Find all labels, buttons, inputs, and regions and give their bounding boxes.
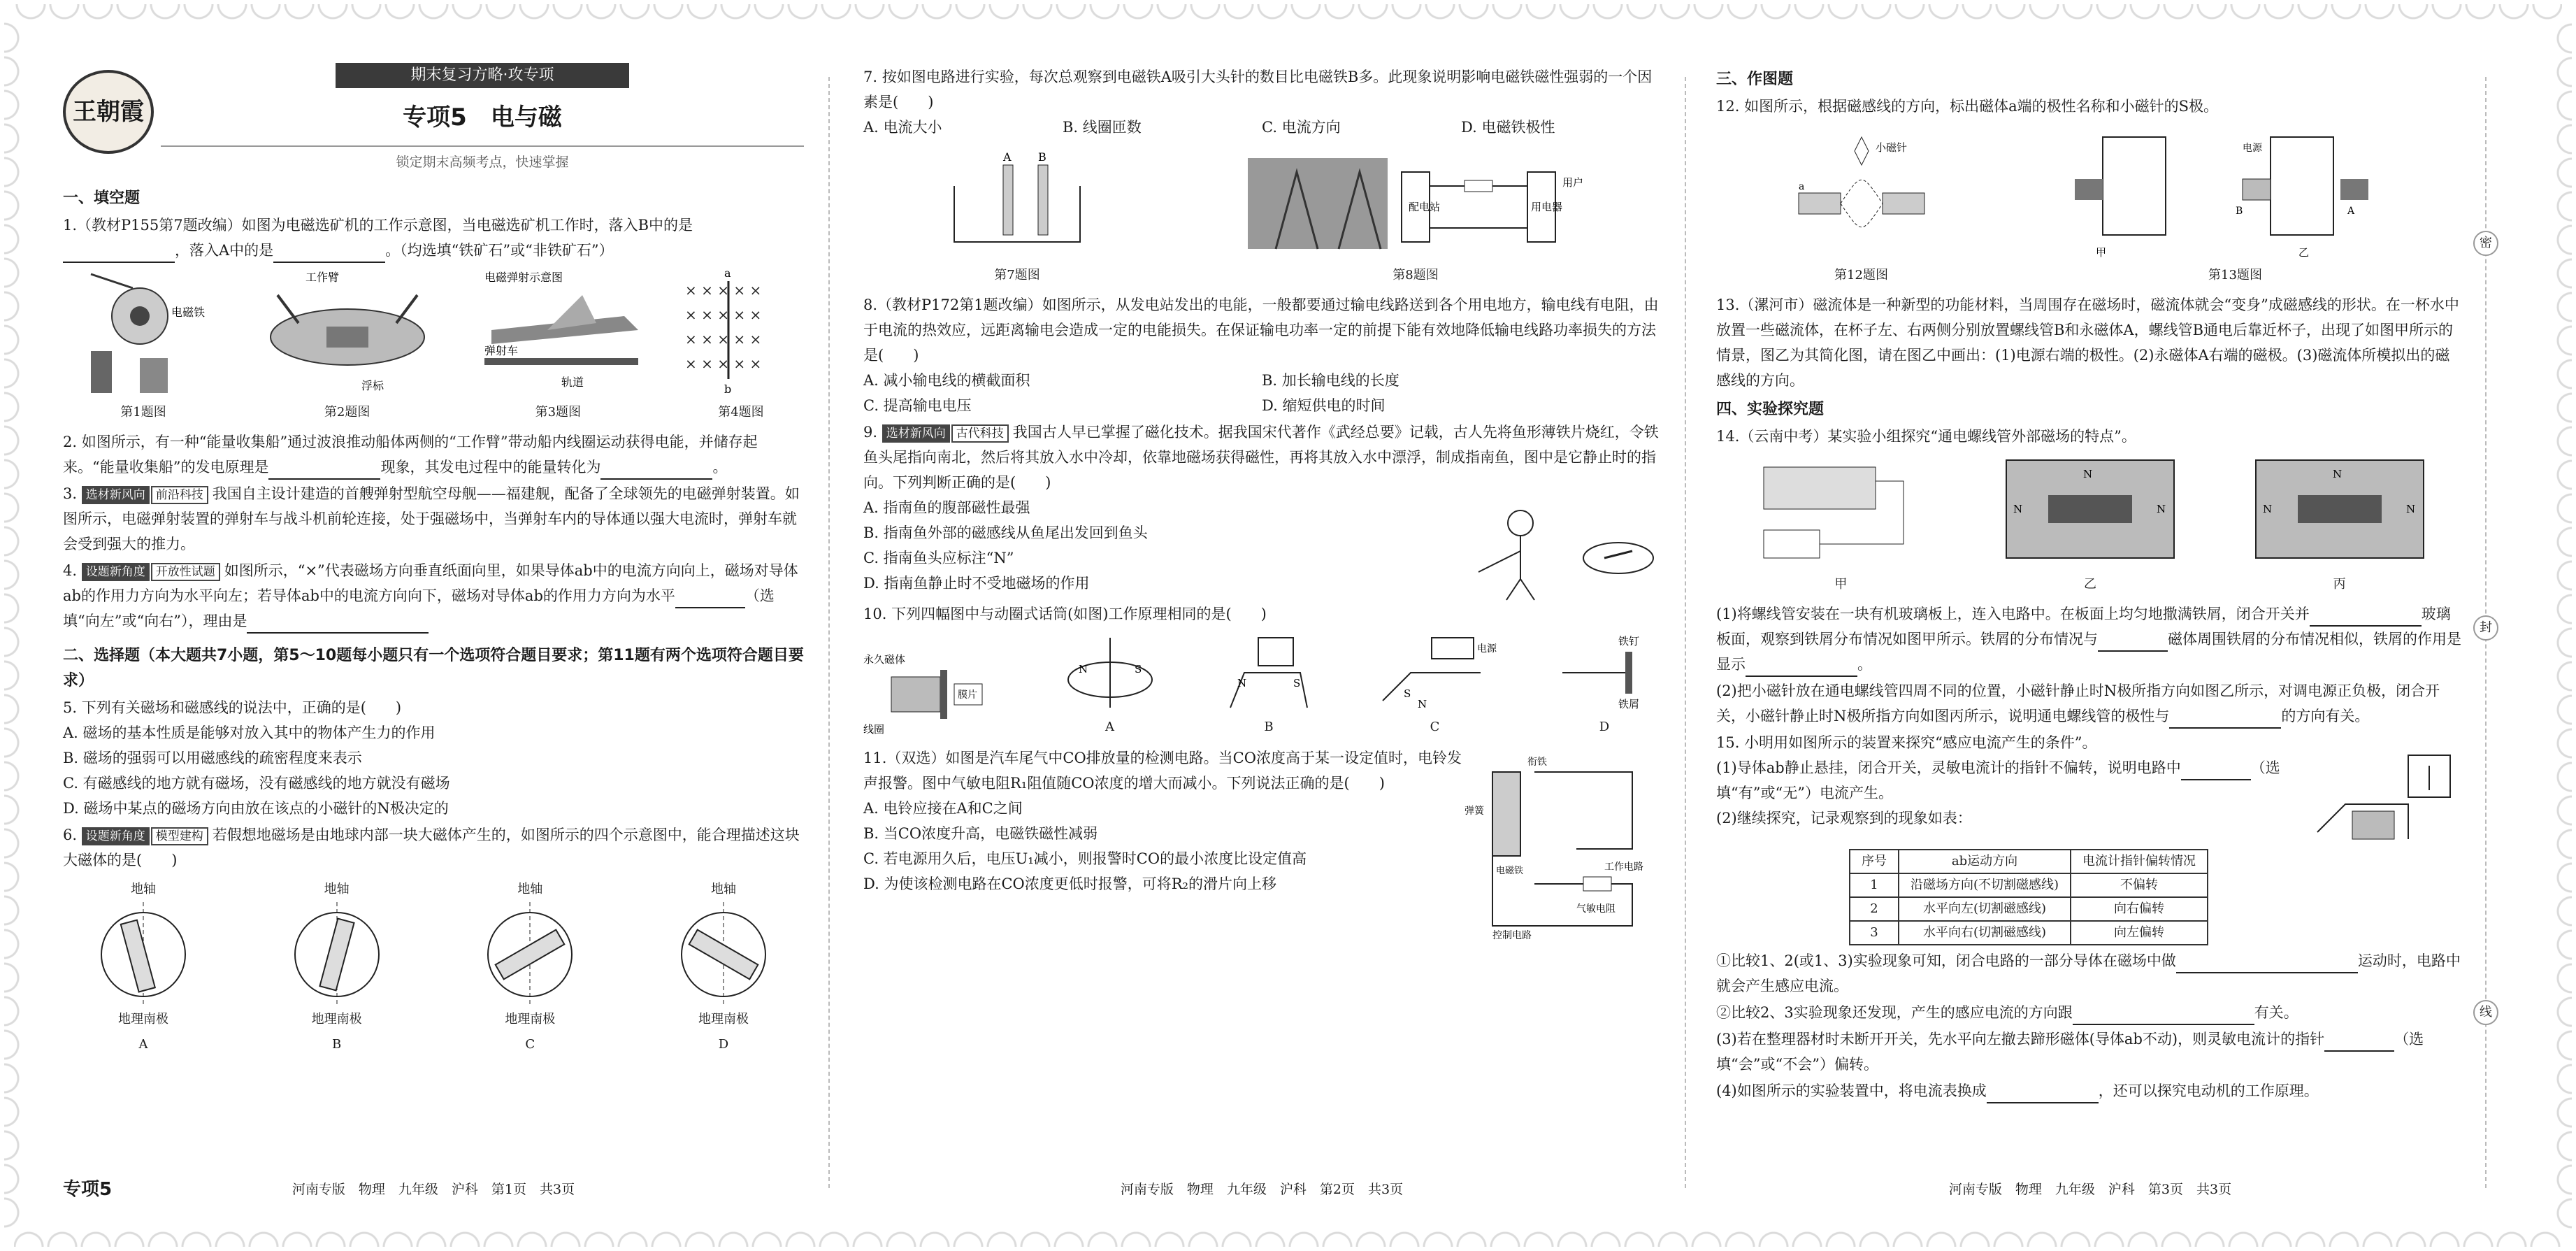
figure-4 bbox=[678, 267, 804, 425]
section-heading: 一、填空题 bbox=[63, 190, 141, 207]
svg-text:气敏电阻: 气敏电阻 bbox=[1576, 903, 1616, 915]
figure-label: 浮标 bbox=[361, 379, 384, 392]
question-9: 9. 选材新风向 古代科技 我国古人早已掌握了磁化技术。据我国宋代著作《武经总要》记载，古人先将鱼形薄铁片烧红，令铁鱼头尾指向南北，然后将其放入水中冷却，依靠地磁场获得磁性，再将其放入水中漂浮，制成指南鱼，图中是它静止时的指向。下列判断正确的是( ) bbox=[863, 424, 1659, 491]
section-heading: 三、作图题 bbox=[1716, 71, 1794, 88]
tag: 开放性试题 bbox=[151, 563, 220, 581]
answer-blank[interactable] bbox=[268, 462, 380, 480]
svg-text:a: a bbox=[1798, 181, 1804, 192]
page-title: 专项5 电与磁 bbox=[403, 103, 562, 131]
table-cell: 2 bbox=[1850, 897, 1899, 921]
option[interactable]: B. 线圈匝数 bbox=[1063, 119, 1142, 136]
figure-7 bbox=[940, 144, 1094, 288]
page-2 bbox=[863, 63, 1660, 1202]
question-15-b: ②比较2、3实验现象还发现，产生的感应电流的方向跟 有关。 bbox=[1716, 1000, 2464, 1025]
option[interactable]: C. 若电源用久后，电压U₁减小，则报警时CO的最小浓度比设定值高 bbox=[863, 850, 1307, 867]
section-heading: 二、选择题（本大题共7小题，第5～10题每小题只有一个选项符合题目要求；第11题有两个选项符合题目要求） bbox=[63, 647, 804, 689]
column-header: 电流计指针偏转情况 bbox=[2071, 850, 2208, 873]
column-divider bbox=[1685, 77, 1686, 1188]
answer-blank[interactable] bbox=[2181, 762, 2251, 780]
question-15-1: (1)导体ab静止悬挂，闭合开关，灵敏电流计的指针不偏转，说明电路中 （选填“有”或“无”）电流产生。 bbox=[1716, 759, 2280, 801]
question-15-2: (2)继续探究，记录观察到的现象如表： bbox=[1716, 810, 1972, 827]
figure-caption: 第3题图 bbox=[535, 405, 582, 420]
option[interactable]: A. 电流大小 bbox=[863, 119, 942, 136]
question-12: 12. 如图所示，根据磁感线的方向，标出磁体a端的极性名称和小磁针的S极。 bbox=[1716, 98, 2218, 115]
svg-text:用户: 用户 bbox=[1562, 176, 1584, 189]
tag: 古代科技 bbox=[951, 424, 1009, 443]
svg-text:S: S bbox=[1134, 663, 1142, 675]
option[interactable]: C. 电流方向 bbox=[1262, 119, 1341, 136]
svg-text:永久磁体: 永久磁体 bbox=[863, 653, 906, 666]
figure-label: 轨道 bbox=[561, 376, 584, 389]
figure-14-jia: 甲 bbox=[1750, 453, 1931, 597]
option[interactable]: A. 电铃应接在A和C之间 bbox=[863, 800, 1023, 817]
option[interactable]: C. 指南鱼头应标注“N” bbox=[863, 550, 1014, 566]
wavy-border-right bbox=[2547, 21, 2572, 1230]
figure-caption: 第2题图 bbox=[324, 405, 370, 420]
option[interactable]: B. 当CO浓度升高，电磁铁磁性减弱 bbox=[863, 825, 1098, 842]
answer-blank[interactable] bbox=[2324, 1034, 2394, 1052]
svg-text:× × × × ×: × × × × × bbox=[684, 331, 762, 348]
page-3 bbox=[1716, 63, 2464, 1202]
figure-label: 电磁铁 bbox=[171, 306, 206, 319]
question-1: 1.（教材P155第7题改编）如图为电磁选矿机的工作示意图，当电磁选矿机工作时，落入B中的是，落入A中的是 。（均选填“铁矿石”或“非铁矿石”） bbox=[63, 213, 804, 263]
figure-14-yi: N N N 乙 bbox=[1999, 453, 2181, 597]
table-cell: 水平向左(切割磁感线) bbox=[1899, 897, 2071, 921]
tag: 选材新风向 bbox=[882, 424, 950, 443]
figure-caption: 第7题图 bbox=[994, 268, 1040, 283]
svg-text:铁钉: 铁钉 bbox=[1618, 635, 1640, 648]
question-3: 3. 选材新风向 前沿科技 我国自主设计建造的首艘弹射型航空母舰——福建舰，配备了全球领先的电磁弹射装置。如图所示，电磁弹射装置的弹射车与战斗机前轮连接，处于强磁场中，当弹射车内的导体通以强大电流时，弹射车就会受到强大的推力。 bbox=[63, 485, 800, 552]
answer-blank[interactable] bbox=[2169, 710, 2281, 729]
option[interactable]: B. 磁场的强弱可以用磁感线的疏密程度来表示 bbox=[63, 750, 362, 766]
svg-text:N: N bbox=[2013, 503, 2023, 515]
earth-option-d[interactable]: 地轴 地理南极 D bbox=[671, 877, 776, 1057]
answer-blank[interactable] bbox=[273, 245, 385, 263]
option[interactable]: D. 磁场中某点的磁场方向由放在该点的小磁针的N极决定的 bbox=[63, 800, 449, 817]
svg-text:配电站: 配电站 bbox=[1409, 201, 1441, 213]
options-8 bbox=[863, 368, 1660, 418]
column-divider bbox=[828, 77, 830, 1188]
svg-text:× × × × ×: × × × × × bbox=[684, 355, 762, 372]
question-4: 4. 设题新角度 开放性试题 如图所示，“×”代表磁场方向垂直纸面向里，如果导体ab中的电流方向向上，磁场对导体ab的作用力方向为水平向左；若导体ab中的电流方向向下，磁场对导体ab的作用力方向为水平 （选填“向左”或“向右”），理由是 bbox=[63, 558, 804, 634]
earth-option-a[interactable]: 地轴 地理南极 A bbox=[91, 877, 196, 1057]
options-5 bbox=[63, 720, 804, 821]
svg-text:工作电路: 工作电路 bbox=[1604, 862, 1643, 873]
induction-apparatus bbox=[2303, 755, 2464, 846]
question-15-top bbox=[1716, 755, 2464, 846]
svg-text:小磁针: 小磁针 bbox=[1875, 141, 1907, 154]
option[interactable]: D. 电磁铁极性 bbox=[1461, 119, 1555, 136]
svg-text:乙: 乙 bbox=[2298, 246, 2309, 259]
tag: 前沿科技 bbox=[151, 486, 208, 504]
figure-row bbox=[63, 267, 804, 425]
option-c-figure[interactable]: 电源 S N C bbox=[1376, 631, 1495, 740]
page-subtitle: 锁定期末高频考点，快速掌握 bbox=[161, 145, 804, 175]
svg-text:铁屑: 铁屑 bbox=[1618, 698, 1640, 710]
column-header: ab运动方向 bbox=[1899, 850, 2071, 873]
fish-compass-figure bbox=[1451, 495, 1660, 600]
page-footer: 河南专版 物理 九年级 沪科 第2页 共3页 bbox=[1120, 1182, 1404, 1197]
option[interactable]: A. 减小输电线的横截面积 bbox=[863, 372, 1030, 389]
question-9-body bbox=[863, 495, 1660, 600]
options-7 bbox=[863, 115, 1660, 140]
svg-text:用电器: 用电器 bbox=[1531, 201, 1563, 213]
question-14: 14.（云南中考）某实验小组探究“通电螺线管外部磁场的特点”。 bbox=[1716, 428, 2136, 445]
seal-mark: 密 bbox=[2473, 231, 2498, 256]
svg-text:× × × × ×: × × × × × bbox=[684, 306, 762, 323]
column-header: 序号 bbox=[1850, 850, 1899, 873]
options-9 bbox=[863, 495, 1451, 600]
question-7: 7. 按如图电路进行实验，每次总观察到电磁铁A吸引大头针的数目比电磁铁B多。此现象说明影响电磁铁磁性强弱的一个因素是( ) bbox=[863, 69, 1653, 110]
observation-table bbox=[1849, 849, 2208, 945]
wavy-border-left bbox=[4, 21, 29, 1230]
question-11: 11.（双选）如图是汽车尾气中CO排放量的检测电路。当CO浓度高于某一设定值时，电铃发声报警。图中气敏电阻R₁阻值随CO浓度的增大而减小。下列说法正确的是( ) bbox=[863, 750, 1462, 792]
option-d-figure[interactable]: 铁钉 铁屑 D bbox=[1599, 635, 1640, 734]
table-cell: 沿磁场方向(不切割磁感线) bbox=[1899, 873, 2071, 897]
table-cell: 不偏转 bbox=[2071, 873, 2208, 897]
question-15-a: ①比较1、2(或1、3)实验现象可知，闭合电路的一部分导体在磁场中做 运动时，电路中就会产生感应电流。 bbox=[1716, 952, 2461, 994]
figure-label: 电磁弹射示意图 bbox=[484, 271, 563, 284]
option[interactable]: C. 提高输电电压 bbox=[863, 397, 972, 414]
svg-text:B: B bbox=[1038, 150, 1046, 164]
answer-blank[interactable] bbox=[1987, 1085, 2099, 1103]
svg-text:N: N bbox=[2082, 468, 2093, 480]
co-detector-circuit bbox=[1465, 744, 1660, 940]
svg-text:× × × × ×: × × × × × bbox=[684, 282, 762, 299]
svg-text:控制电路: 控制电路 bbox=[1492, 930, 1532, 941]
figure-caption: 第8题图 bbox=[1393, 268, 1439, 283]
figure-3 bbox=[470, 267, 645, 425]
figure-row-6 bbox=[63, 877, 804, 1057]
answer-blank[interactable] bbox=[247, 615, 429, 634]
option[interactable]: B. 指南鱼外部的磁感线从鱼尾出发回到鱼头 bbox=[863, 524, 1148, 541]
answer-blank[interactable] bbox=[2176, 955, 2358, 973]
svg-text:甲: 甲 bbox=[2095, 246, 2106, 259]
page-header bbox=[63, 63, 804, 182]
svg-text:A: A bbox=[2347, 206, 2354, 217]
figure-label: 工作臂 bbox=[305, 271, 339, 284]
table-row bbox=[1850, 921, 2208, 945]
table-row bbox=[1850, 897, 2208, 921]
answer-blank[interactable] bbox=[1746, 659, 1857, 677]
microphone-figure bbox=[863, 649, 1003, 740]
svg-text:S: S bbox=[1403, 687, 1411, 700]
table-cell: 3 bbox=[1850, 921, 1899, 945]
tag: 设题新角度 bbox=[82, 827, 150, 845]
answer-blank[interactable] bbox=[2073, 1007, 2254, 1025]
question-2: 2. 如图所示，有一种“能量收集船”通过波浪推动船体两侧的“工作臂”带动船内线圈运动获得电能，并储存起来。“能量收集船”的发电原理是 现象，其发电过程中的能量转化为 。 bbox=[63, 429, 804, 480]
svg-text:衔铁: 衔铁 bbox=[1527, 757, 1547, 768]
figure-14-bing: N N N 丙 bbox=[2249, 453, 2431, 597]
svg-text:N: N bbox=[1417, 698, 1427, 710]
figure-8 bbox=[1248, 144, 1583, 288]
svg-text:S: S bbox=[1293, 677, 1301, 689]
figure-2 bbox=[257, 267, 438, 425]
tag: 模型建构 bbox=[151, 827, 208, 845]
svg-text:N: N bbox=[2262, 503, 2272, 515]
question-11-block bbox=[863, 744, 1660, 940]
answer-blank[interactable] bbox=[63, 245, 175, 263]
figure-label: a bbox=[724, 266, 731, 280]
wavy-border-top bbox=[14, 4, 2562, 29]
table-cell: 1 bbox=[1850, 873, 1899, 897]
figure-row-12-13 bbox=[1716, 123, 2464, 288]
earth-option-c[interactable]: 地轴 地理南极 C bbox=[477, 877, 582, 1057]
tag: 选材新风向 bbox=[82, 486, 150, 504]
option[interactable]: D. 缩短供电的时间 bbox=[1262, 397, 1386, 414]
question-10: 10. 下列四幅图中与动圈式话筒(如图)工作原理相同的是( ) bbox=[863, 606, 1267, 622]
table-row bbox=[1850, 873, 2208, 897]
option-a-figure[interactable]: N S A bbox=[1058, 631, 1163, 740]
question-15-4: (4)如图所示的实验装置中，将电流表换成 ，还可以探究电动机的工作原理。 bbox=[1716, 1078, 2464, 1103]
question-8: 8.（教材P172第1题改编）如图所示，从发电站发出的电能，一般都要通过输电线路送到各个用电地方，输电线有电阻，由于电流的热效应，远距离输电会造成一定的电能损失。在保证输电功率一定的前提下能有效地降低输电线路功率损失的方法是( ) bbox=[863, 296, 1659, 364]
tag: 设题新角度 bbox=[82, 563, 150, 581]
question-14-2: (2)把小磁针放在通电螺线管四周不同的位置，小磁针静止时N极所指方向如图乙所示，对调电源正负极，闭合开关，小磁针静止时N极所指方向如图丙所示，说明通电螺线管的极性与 的方向有关。 bbox=[1716, 678, 2464, 729]
svg-text:N: N bbox=[2405, 503, 2415, 515]
question-6: 6. 设题新角度 模型建构 若假想地磁场是由地球内部一块大磁体产生的，如图所示的四个示意图中，能合理描述这块大磁体的是( ) bbox=[63, 827, 800, 868]
figure-12 bbox=[1785, 123, 1938, 288]
figure-label: 弹射车 bbox=[484, 344, 519, 357]
svg-text:N: N bbox=[2332, 468, 2342, 480]
figure-label: b bbox=[724, 383, 732, 396]
question-14-1: (1)将螺线管安装在一块有机玻璃板上，连入电路中。在板面上均匀地撒满铁屑，闭合开关并 玻璃板面，观察到铁屑分布情况如图甲所示。铁屑的分布情况与 磁体周围铁屑的分布情况相似，铁屑的作用是显示 。 bbox=[1716, 601, 2464, 677]
svg-text:电源: 电源 bbox=[2242, 143, 2262, 154]
seal-mark: 封 bbox=[2473, 615, 2498, 641]
svg-text:电磁铁: 电磁铁 bbox=[1496, 866, 1524, 876]
svg-text:线圈: 线圈 bbox=[863, 723, 885, 736]
option[interactable]: B. 加长输电线的长度 bbox=[1262, 372, 1399, 389]
figure-row-14 bbox=[1716, 453, 2464, 597]
figure-1 bbox=[63, 267, 224, 425]
svg-text:电源: 电源 bbox=[1476, 643, 1497, 655]
table-cell: 向右偏转 bbox=[2071, 897, 2208, 921]
earth-option-b[interactable]: 地轴 地理南极 B bbox=[285, 877, 389, 1057]
question-5: 5. 下列有关磁场和磁感线的说法中，正确的是( ) bbox=[63, 699, 402, 716]
figure-row-10 bbox=[863, 631, 1660, 740]
page-footer: 河南专版 物理 九年级 沪科 第3页 共3页 bbox=[1948, 1182, 2232, 1197]
figure-13 bbox=[2075, 123, 2396, 288]
svg-text:膜片: 膜片 bbox=[958, 689, 977, 701]
option-b-figure[interactable]: N S B bbox=[1216, 631, 1321, 740]
svg-text:弹簧: 弹簧 bbox=[1465, 806, 1484, 817]
figure-caption: 第13题图 bbox=[2208, 268, 2262, 283]
answer-blank[interactable] bbox=[600, 462, 712, 480]
answer-blank[interactable] bbox=[2098, 634, 2168, 652]
figure-caption: 第1题图 bbox=[120, 405, 166, 420]
option[interactable]: D. 为使该检测电路在CO浓度更低时报警，可将R₂的滑片向上移 bbox=[863, 875, 1276, 892]
option[interactable]: C. 有磁感线的地方就有磁场，没有磁感线的地方就没有磁场 bbox=[63, 775, 450, 792]
figure-caption: 第4题图 bbox=[718, 405, 764, 420]
table-header-row bbox=[1850, 850, 2208, 873]
wavy-border-bottom bbox=[14, 1222, 2562, 1247]
answer-blank[interactable] bbox=[2310, 608, 2422, 627]
option[interactable]: D. 指南鱼静止时不受地磁场的作用 bbox=[863, 575, 1090, 592]
option[interactable]: A. 指南鱼的腹部磁性最强 bbox=[863, 499, 1030, 516]
question-15-3: (3)若在整理器材时未断开开关，先水平向左撤去蹄形磁体(导体ab不动)，则灵敏电流计的指针 （选填“会”或“不会”）偏转。 bbox=[1716, 1031, 2424, 1073]
option[interactable]: A. 磁场的基本性质是能够对放入其中的物体产生力的作用 bbox=[63, 724, 436, 741]
question-13: 13.（漯河市）磁流体是一种新型的功能材料，当周围存在磁场时，磁流体就会“变身”成磁感线的形状。在一杯水中放置一些磁流体，在杯子左、右两侧分别放置螺线管B和永磁体A，螺线管B通电后靠近杯子，出现了如图甲所示的情景，图乙为其简化图，请在图乙中画出：(1)电源右端的极性。(2)永磁体A右端的磁极。(3)磁流体所模拟出的磁感线的方向。 bbox=[1716, 296, 2459, 389]
svg-text:N: N bbox=[1078, 663, 1088, 675]
page-footer: 河南专版 物理 九年级 沪科 第1页 共3页 bbox=[292, 1182, 575, 1197]
figure-row-7-8 bbox=[863, 144, 1660, 288]
svg-text:B: B bbox=[2235, 206, 2243, 217]
question-15: 15. 小明用如图所示的装置来探究“感应电流产生的条件”。 bbox=[1716, 734, 2097, 751]
banner: 期末复习方略·攻专项 bbox=[336, 63, 629, 88]
brand-logo: 王朝霞 bbox=[63, 70, 154, 154]
svg-text:N: N bbox=[2156, 503, 2166, 515]
figure-caption: 第12题图 bbox=[1834, 268, 1888, 283]
svg-text:N: N bbox=[1237, 677, 1247, 689]
svg-text:A: A bbox=[1003, 150, 1012, 164]
section-heading: 四、实验探究题 bbox=[1716, 401, 1825, 418]
page-1 bbox=[63, 63, 804, 1202]
seal-mark: 线 bbox=[2473, 1000, 2498, 1025]
footer-label: 专项5 bbox=[63, 1179, 113, 1200]
answer-blank[interactable] bbox=[675, 590, 745, 608]
table-cell: 向左偏转 bbox=[2071, 921, 2208, 945]
table-cell: 水平向右(切割磁感线) bbox=[1899, 921, 2071, 945]
